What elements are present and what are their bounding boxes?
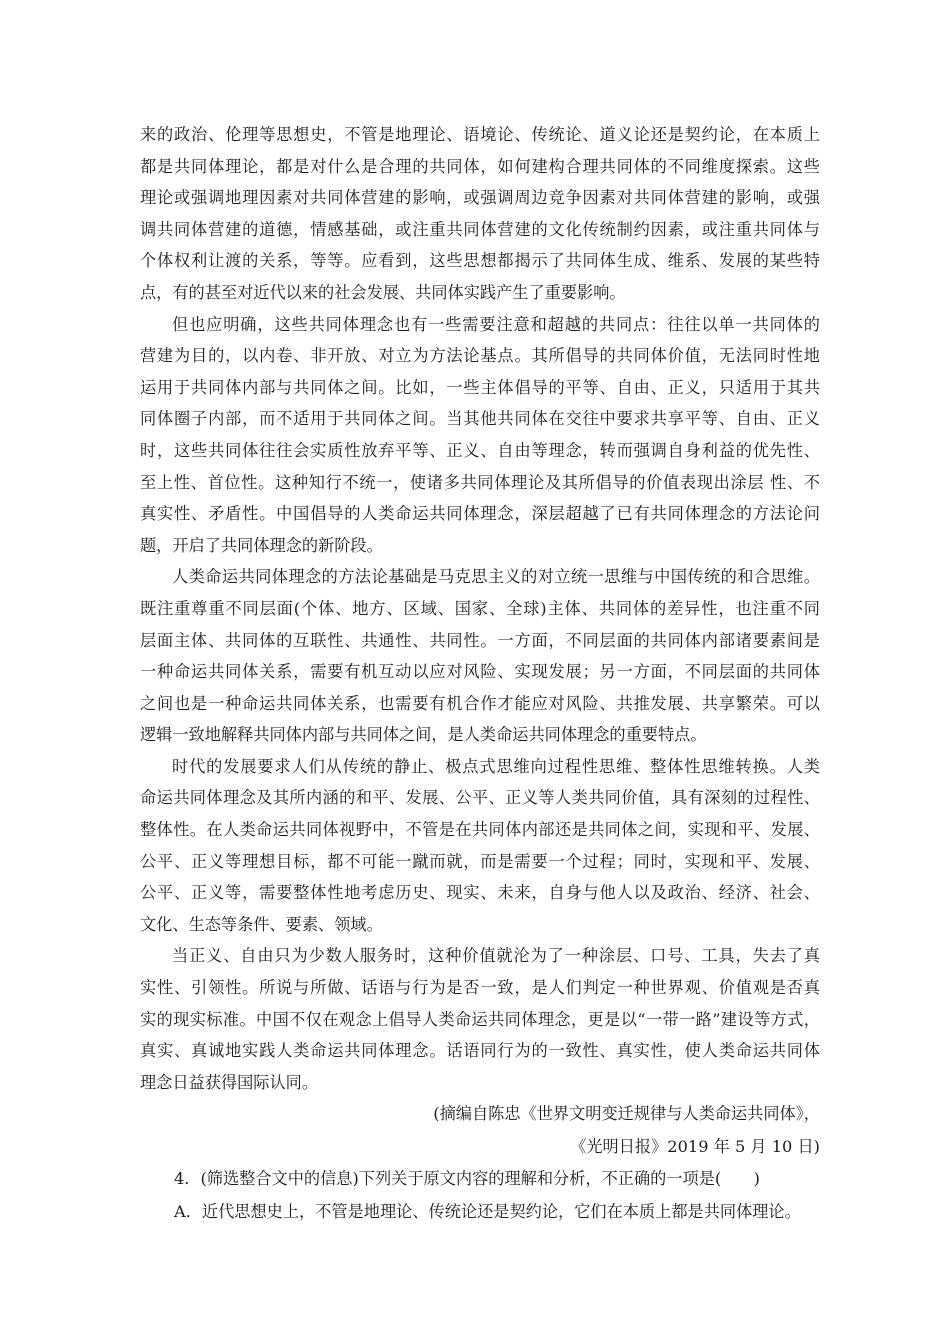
paragraph-line: 来的政治、伦理等思想史，不管是地理论、语境论、传统论、道义论还是契约论，在本质上 [140, 125, 820, 144]
paragraph-line: 调共同体营建的道德，情感基础，或注重共同体营建的文化传统制约因素，或注重共同体与 [140, 219, 820, 239]
paragraph [140, 561, 820, 751]
paragraph-line: 当正义、自由只为少数人服务时，这种价值就沦为了一种涂层、口号、工具，失去了真 [172, 946, 820, 966]
paragraph-line: 层面主体、共同体的互联性、共通性、共同性。一方面，不同层面的共同体内部诸要素间是 [140, 630, 820, 650]
paragraph-line: 题，开启了共同体理念的新阶段。 [140, 535, 383, 555]
source-citation-line-2: 《光明日报》2019 年 5 月 10 日) [570, 1137, 820, 1156]
question-option-a: A．近代思想史上，不管是地理论、传统论还是契约论，它们在本质上都是共同体理论。 [174, 1202, 801, 1221]
paragraph-line: 真实、真诚地实践人类命运共同体理念。话语同行为的一致性、真实性，使人类命运共同体 [140, 1041, 820, 1061]
paragraph-line: 理论或强调地理因素对共同体营建的影响，或强调周边竞争因素对共同体营建的影响，或强 [140, 188, 820, 208]
paragraph-line: 时，这些共同体往往会实质性放弃平等、正义、自由等理念，转而强调自身利益的优先性、 [140, 440, 820, 460]
paragraph-line: 个体权利让渡的关系，等等。应看到，这些思想都揭示了共同体生成、维系、发展的某些特 [140, 251, 820, 271]
paragraph-line: 同体圈子内部，而不适用于共同体之间。当其他共同体在交往中要求共享平等、自由、正义 [140, 409, 820, 429]
question-stem: 4．(筛选整合文中的信息)下列关于原文内容的理解和分析，不正确的一项是( ) [174, 1169, 760, 1188]
paragraph-line: 但也应明确，这些共同体理念也有一些需要注意和超越的共同点：往往以单一共同体的 [172, 314, 820, 334]
paragraph-line: 文化、生态等条件、要素、领域。 [140, 914, 383, 934]
paragraph [140, 751, 820, 941]
paragraph-line: 运用于共同体内部与共同体之间。比如，一些主体倡导的平等、自由、正义，只适用于其共 [140, 377, 820, 397]
paragraph-line: 实的现实标准。中国不仅在观念上倡导人类命运共同体理念，更是以“一带一路”建设等方式， [140, 1009, 820, 1029]
paragraph-line: 营建为目的，以内卷、非开放、对立为方法论基点。其所倡导的共同体价值，无法同时性地 [140, 346, 820, 366]
paragraph [140, 309, 820, 562]
paragraph-line: 逻辑一致地解释共同体内部与共同体之间，是人类命运共同体理念的重要特点。 [140, 725, 707, 745]
paragraph [140, 119, 820, 309]
paragraph-line: 公平、正义等，需要整体性地考虑历史、现实、未来，自身与他人以及政治、经济、社会、 [140, 883, 820, 903]
paragraph-line: 点，有的甚至对近代以来的社会发展、共同体实践产生了重要影响。 [140, 282, 626, 302]
paragraph-line: 时代的发展要求人们从传统的静止、极点式思维向过程性思维、整体性思维转换。人类 [172, 756, 820, 776]
article-body [140, 119, 820, 1098]
paragraph-line: 理念日益获得国际认同。 [140, 1072, 319, 1092]
paragraph-line: 之间也是一种命运共同体关系，也需要有机合作才能应对风险、共推发展、共享繁荣。可以 [140, 693, 820, 713]
paragraph-line: 人类命运共同体理念的方法论基础是马克思主义的对立统一思维与中国传统的和合思维。 [172, 567, 820, 587]
source-citation-line-1: (摘编自陈忠《世界文明变迁规律与人类命运共同体》， [433, 1104, 820, 1123]
paragraph-line: 至上性、首位性。这种知行不统一，使诸多共同体理论及其所倡导的价值表现出涂层 性、不 [140, 472, 820, 492]
paragraph [140, 940, 820, 1098]
paragraph-line: 公平、正义等理想目标，都不可能一蹴而就，而是需要一个过程；同时，实现和平、发展、 [140, 851, 820, 871]
paragraph-line: 一种命运共同体关系，需要有机互动以应对风险、实现发展；另一方面，不同层面的共同体 [140, 662, 820, 682]
paragraph-line: 都是共同体理论，都是对什么是合理的共同体，如何建构合理共同体的不同维度探索。这些 [140, 156, 820, 176]
paragraph-line: 整体性。在人类命运共同体视野中，不管是在共同体内部还是共同体之间，实现和平、发展、 [140, 820, 820, 840]
paragraph-line: 命运共同体理念及其所内涵的和平、发展、公平、正义等人类共同价值，具有深刻的过程性、 [140, 788, 820, 808]
paragraph-line: 既注重尊重不同层面(个体、地方、区域、国家、全球)主体、共同体的差异性，也注重不同 [140, 598, 820, 618]
paragraph-line: 实性、引领性。所说与所做、话语与行为是否一致，是人们判定一种世界观、价值观是否真 [140, 978, 820, 998]
paragraph-line: 真实性、矛盾性。中国倡导的人类命运共同体理念，深层超越了已有共同体理念的方法论问 [140, 504, 820, 524]
